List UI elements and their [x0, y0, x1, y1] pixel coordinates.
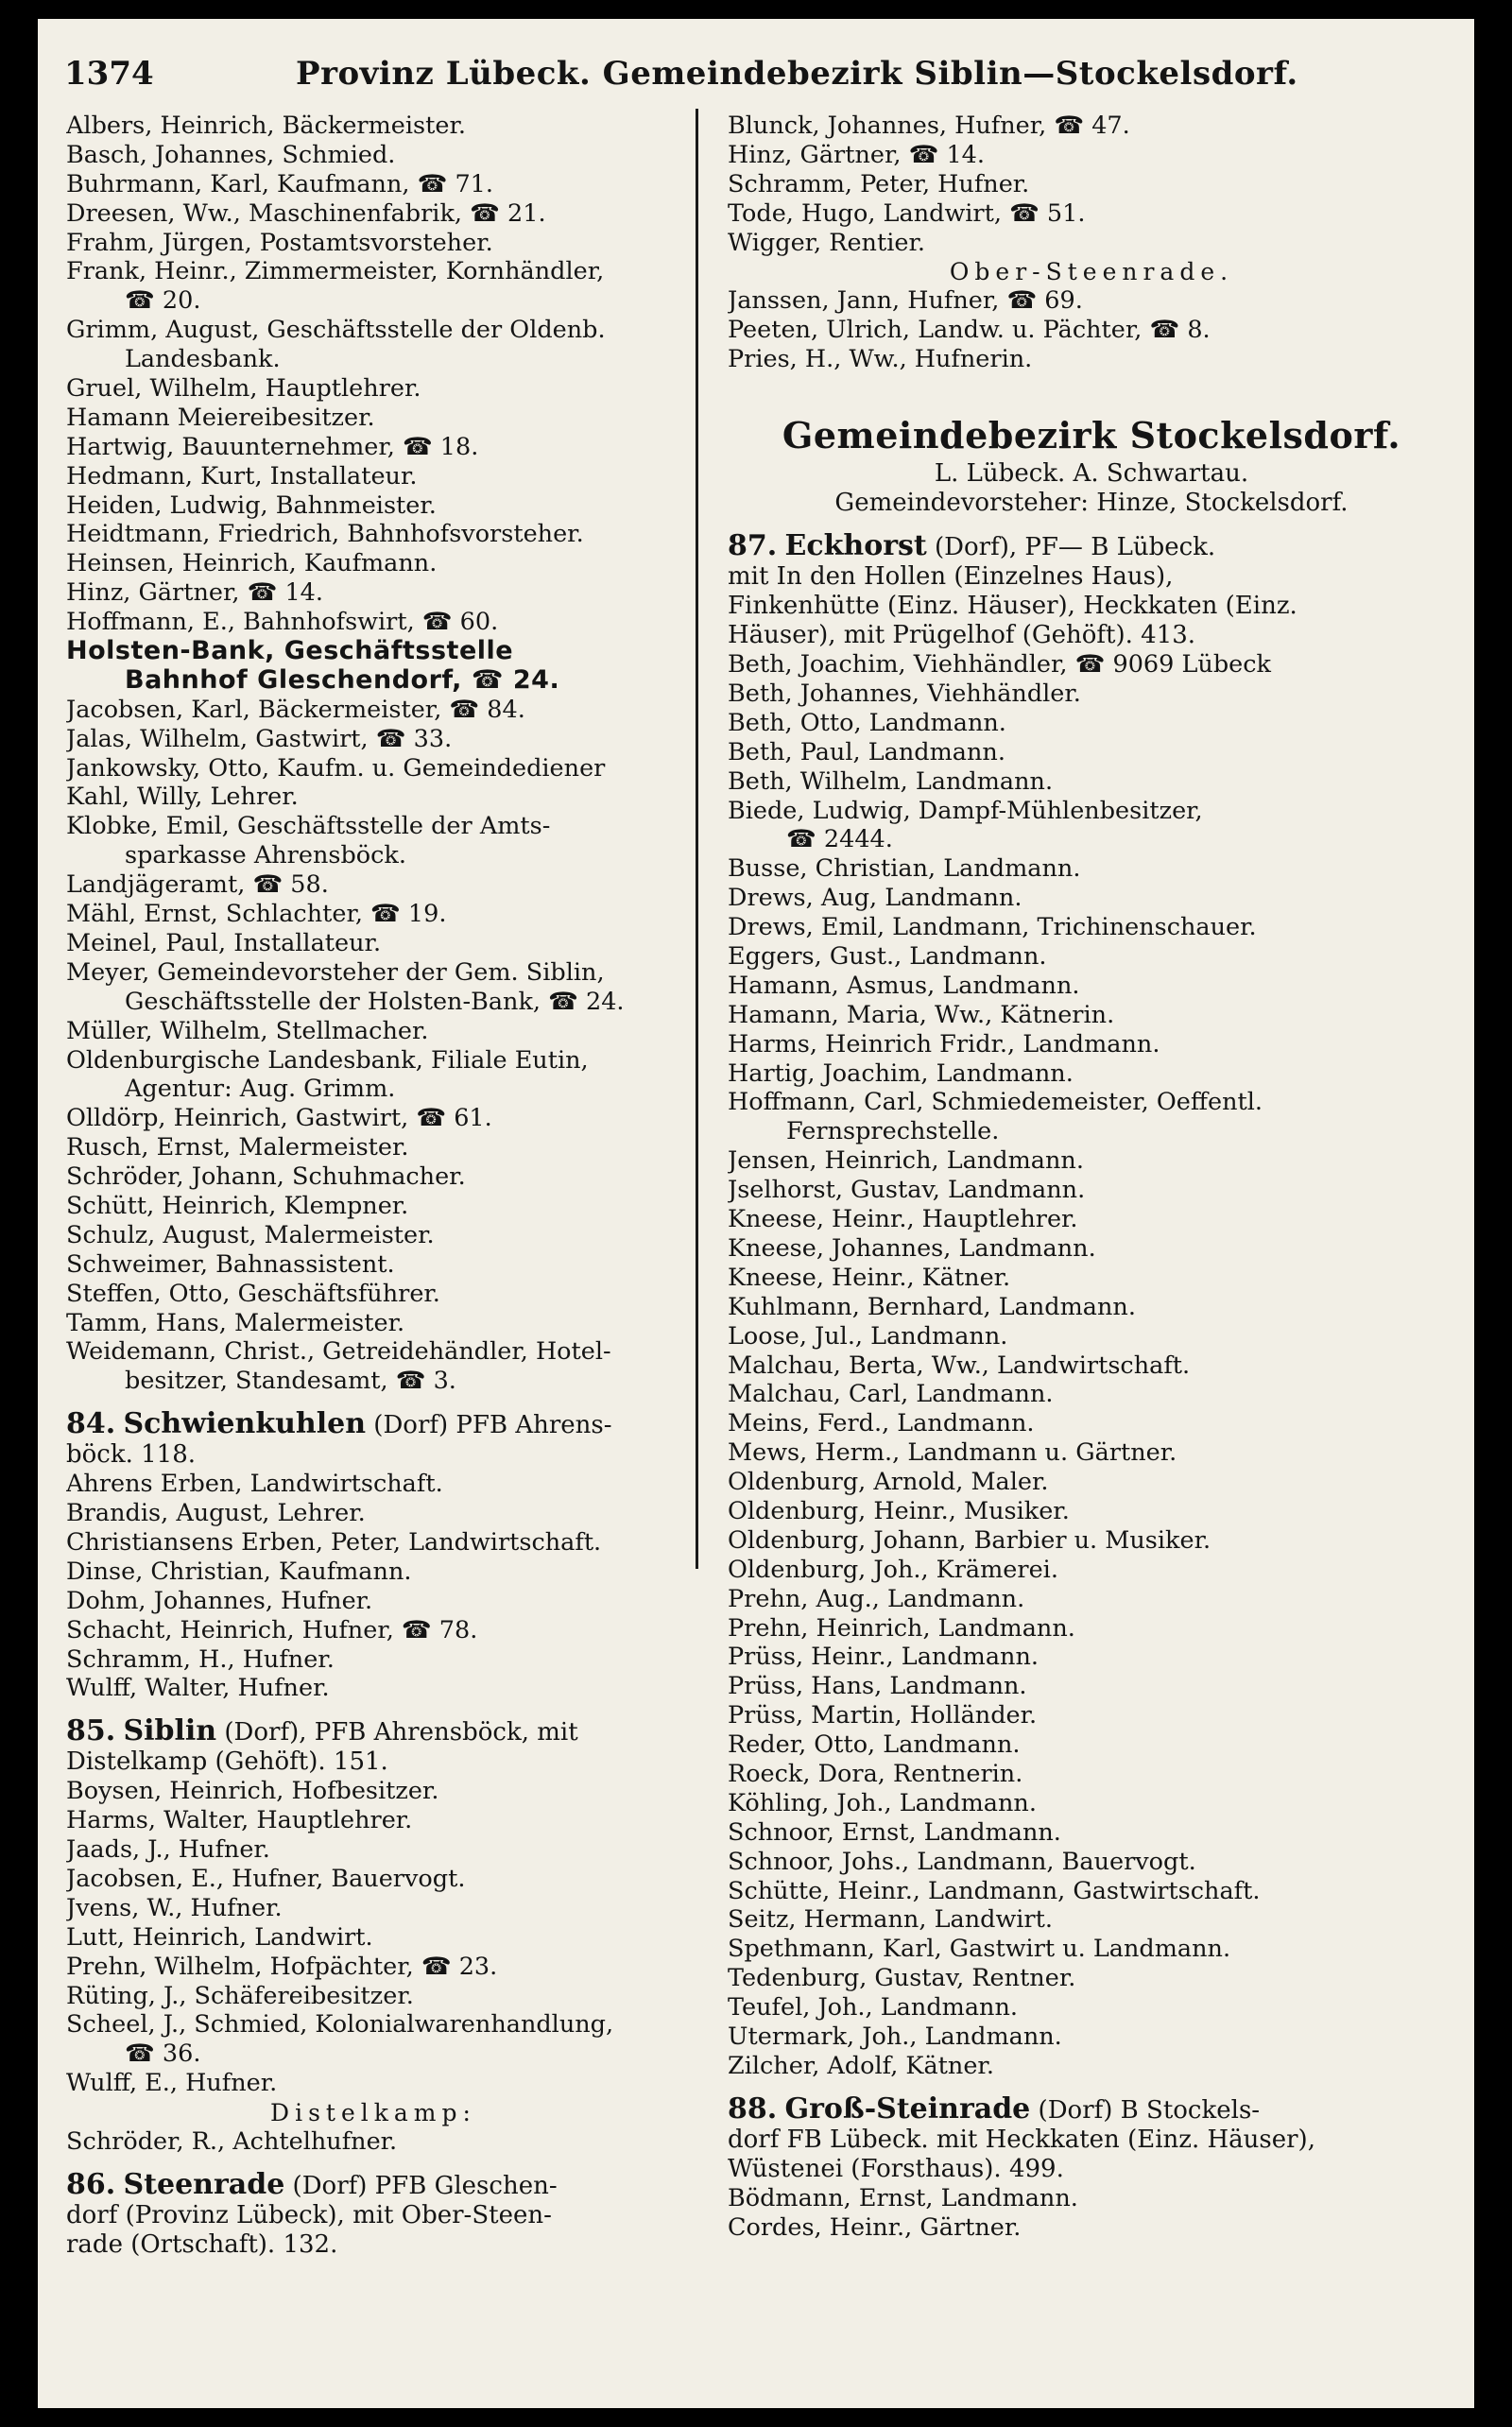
list-item: Schütte, Heinr., Landmann, Gastwirtschaft.	[728, 1876, 1261, 1905]
list-item: Oldenburg, Heinr., Musiker.	[728, 1496, 1070, 1525]
section-85-info-line: Distelkamp (Gehöft). 151.	[66, 1747, 388, 1777]
list-item: Oldenburg, Johann, Barbier u. Musiker.	[728, 1525, 1211, 1555]
list-item: Peeten, Ulrich, Landw. u. Pächter, ☎ 8.	[728, 316, 1211, 345]
list-item: Hoffmann, E., Bahnhofswirt, ☎ 60.	[66, 608, 499, 637]
list-item: Bödmann, Ernst, Landmann.	[728, 2183, 1078, 2212]
list-item: Kahl, Willy, Lehrer.	[66, 783, 299, 812]
list-item: Frank, Heinr., Zimmermeister, Kornhändler,	[66, 257, 605, 286]
list-item: ☎ 2444.	[786, 825, 893, 854]
section-info-line: dorf FB Lübeck. mit Heckkaten (Einz. Häuser),	[728, 2125, 1315, 2154]
list-item: Oldenburg, Arnold, Maler.	[728, 1468, 1049, 1497]
section-name: Eckhorst	[784, 531, 927, 563]
list-item: Oldenburgische Landesbank, Filiale Eutin,	[66, 1045, 589, 1075]
list-item: Prehn, Wilhelm, Hofpächter, ☎ 23.	[66, 1952, 498, 1981]
list-item: Meinel, Paul, Installateur.	[66, 928, 382, 957]
section-info-line: Häuser), mit Prügelhof (Gehöft). 413.	[728, 621, 1196, 650]
list-item: Prehn, Heinrich, Landmann.	[728, 1613, 1075, 1643]
district-head: Gemeindevorsteher: Hinze, Stockelsdorf.	[834, 489, 1349, 518]
list-item: Frahm, Jürgen, Postamtsvorsteher.	[66, 228, 493, 257]
list-item: Drews, Emil, Landmann, Trichinenschauer.	[728, 913, 1257, 942]
entry-list-steenrade	[728, 112, 1455, 257]
list-item: Lutt, Heinrich, Landwirt.	[66, 1922, 373, 1952]
column-divider	[696, 109, 698, 1569]
list-item: Jalas, Wilhelm, Gastwirt, ☎ 33.	[66, 724, 453, 753]
directory-page	[38, 19, 1474, 2408]
list-item: Wulff, E., Hufner.	[66, 2069, 278, 2098]
list-item: Kuhlmann, Bernhard, Landmann.	[728, 1292, 1136, 1321]
list-item: Tode, Hugo, Landwirt, ☎ 51.	[728, 198, 1086, 228]
list-item: Christiansens Erben, Peter, Landwirtschaft.	[66, 1527, 602, 1557]
list-item: Hamann, Asmus, Landmann.	[728, 971, 1080, 1000]
page-title: Provinz Lübeck. Gemeindebezirk Siblin—Stockelsdorf.	[296, 55, 1298, 93]
list-item: Tedenburg, Gustav, Rentner.	[728, 1964, 1076, 1993]
list-item: Teufel, Joh., Landmann.	[728, 1993, 1018, 2022]
list-item: Schacht, Heinrich, Hufner, ☎ 78.	[66, 1615, 478, 1644]
list-item: Dreesen, Ww., Maschinenfabrik, ☎ 21.	[66, 198, 546, 228]
list-item: Biede, Ludwig, Dampf-Mühlenbesitzer,	[728, 796, 1203, 825]
entry-list-obersteenrade	[728, 286, 1455, 374]
section-info: (Dorf) PFB Ahrens-	[366, 1411, 612, 1440]
list-item: Tamm, Hans, Malermeister.	[66, 1308, 405, 1337]
list-item: Hamann Meiereibesitzer.	[66, 403, 375, 432]
entry-list-88	[728, 2184, 1455, 2243]
list-item: Buhrmann, Karl, Kaufmann, ☎ 71.	[66, 169, 494, 198]
list-item: Prüss, Martin, Holländer.	[728, 1701, 1038, 1730]
list-item: Prüss, Hans, Landmann.	[728, 1672, 1027, 1701]
list-item: Hedmann, Kurt, Installateur.	[66, 461, 418, 491]
list-item: Dohm, Johannes, Hufner.	[66, 1586, 373, 1615]
subsection-heading-distelkamp: Distelkamp:	[270, 2099, 476, 2127]
list-item: Weidemann, Christ., Getreidehändler, Hotel-	[66, 1337, 611, 1367]
section-84-info-line: böck. 118.	[66, 1440, 197, 1470]
entry-list-siblin	[66, 112, 680, 637]
list-item: Scheel, J., Schmied, Kolonialwarenhandlung,	[66, 2010, 614, 2040]
list-item: Köhling, Joh., Landmann.	[728, 1788, 1037, 1817]
list-item: Hartwig, Bauunternehmer, ☎ 18.	[66, 432, 479, 461]
section-number: 88.	[728, 2093, 778, 2126]
list-item: Schramm, H., Hufner.	[66, 1644, 335, 1674]
section-84-heading	[66, 1409, 680, 1440]
list-item: Janssen, Jann, Hufner, ☎ 69.	[728, 286, 1083, 316]
list-item: Prehn, Aug., Landmann.	[728, 1584, 1025, 1613]
list-item: Beth, Paul, Landmann.	[728, 737, 1005, 766]
list-item: Oldenburg, Joh., Krämerei.	[728, 1555, 1058, 1584]
list-item: Kneese, Heinr., Kätner.	[728, 1263, 1011, 1292]
list-item: Wigger, Rentier.	[728, 228, 925, 257]
bank-entry-line-1: Holsten-Bank, Geschäftsstelle	[66, 637, 514, 666]
list-item: Beth, Otto, Landmann.	[728, 708, 1006, 737]
entry-list-87	[728, 650, 1455, 2081]
list-item: Beth, Wilhelm, Landmann.	[728, 766, 1054, 796]
list-item: Steffen, Otto, Geschäftsführer.	[66, 1279, 440, 1308]
list-item: Pries, H., Ww., Hufnerin.	[728, 345, 1033, 374]
section-name: Groß-Steinrade	[784, 2093, 1031, 2126]
section-info: (Dorf) PFB Gleschen-	[284, 2172, 558, 2200]
list-item: Landesbank.	[125, 345, 281, 374]
section-86-heading	[66, 2170, 680, 2201]
list-item: Mews, Herm., Landmann u. Gärtner.	[728, 1438, 1177, 1468]
list-item: ☎ 36.	[125, 2040, 201, 2069]
entry-list-85	[66, 1777, 680, 2098]
list-item: Brandis, August, Lehrer.	[66, 1499, 366, 1528]
entry-list-84	[66, 1470, 680, 1703]
list-item: Olldörp, Heinrich, Gastwirt, ☎ 61.	[66, 1104, 492, 1133]
section-info: (Dorf) B Stockels-	[1030, 2095, 1261, 2125]
entry-list-siblin-continued	[66, 696, 680, 1396]
list-item: Schramm, Peter, Hufner.	[728, 169, 1030, 198]
list-item: Seitz, Hermann, Landwirt.	[728, 1905, 1053, 1935]
list-item: Boysen, Heinrich, Hofbesitzer.	[66, 1777, 439, 1806]
list-item: Harms, Walter, Hauptlehrer.	[66, 1806, 413, 1835]
list-item: Kneese, Johannes, Landmann.	[728, 1233, 1096, 1263]
list-item: Roeck, Dora, Rentnerin.	[728, 1759, 1023, 1788]
list-item: Schulz, August, Malermeister.	[66, 1220, 435, 1249]
section-number: 84.	[66, 1409, 116, 1441]
list-item: Landjägeramt, ☎ 58.	[66, 870, 329, 900]
section-name: Schwienkuhlen	[123, 1409, 367, 1441]
subsection-heading-obersteenrade: Ober-Steenrade.	[949, 258, 1234, 286]
list-item: Albers, Heinrich, Bäckermeister.	[66, 112, 466, 140]
list-item: Jvens, W., Hufner.	[66, 1893, 283, 1922]
list-item: Müller, Wilhelm, Stellmacher.	[66, 1016, 429, 1045]
list-item: Eggers, Gust., Landmann.	[728, 942, 1047, 972]
list-item: Schnoor, Ernst, Landmann.	[728, 1817, 1061, 1847]
list-item: Gruel, Wilhelm, Hauptlehrer.	[66, 374, 421, 404]
list-item: Rüting, J., Schäfereibesitzer.	[66, 1981, 414, 2010]
list-item: Malchau, Berta, Ww., Landwirtschaft.	[728, 1351, 1191, 1380]
entry-list-distelkamp	[66, 2127, 680, 2157]
list-item: Hoffmann, Carl, Schmiedemeister, Oeffentl.	[728, 1088, 1263, 1117]
list-item: Schröder, R., Achtelhufner.	[66, 2127, 398, 2157]
section-name: Siblin	[123, 1716, 217, 1748]
list-item: Heiden, Ludwig, Bahnmeister.	[66, 491, 437, 520]
section-87-info	[728, 562, 1455, 650]
list-item: Schweimer, Bahnassistent.	[66, 1249, 395, 1279]
list-item: sparkasse Ahrensböck.	[125, 841, 406, 870]
list-item: Jselhorst, Gustav, Landmann.	[728, 1176, 1086, 1205]
list-item: Spethmann, Karl, Gastwirt u. Landmann.	[728, 1935, 1231, 1964]
section-number: 85.	[66, 1716, 116, 1748]
list-item: Busse, Christian, Landmann.	[728, 854, 1081, 884]
list-item: Schütt, Heinrich, Klempner.	[66, 1191, 409, 1220]
list-item: Jacobsen, Karl, Bäckermeister, ☎ 84.	[66, 695, 525, 724]
list-item: Schröder, Johann, Schuhmacher.	[66, 1162, 466, 1192]
district-title: Gemeindebezirk Stockelsdorf.	[782, 414, 1401, 457]
page-number: 1374	[64, 55, 154, 93]
list-item: Beth, Joachim, Viehhändler, ☎ 9069 Lübeck	[728, 650, 1271, 680]
list-item: Basch, Johannes, Schmied.	[66, 140, 396, 169]
bank-entry-line-2: Bahnhof Gleschendorf, ☎ 24.	[125, 665, 560, 695]
section-86-info-line: rade (Ortschaft). 132.	[66, 2230, 338, 2259]
section-info-line: mit In den Hollen (Einzelnes Haus),	[728, 562, 1174, 592]
list-item: Grimm, August, Geschäftsstelle der Oldenb.	[66, 316, 606, 345]
list-item: Prüss, Heinr., Landmann.	[728, 1643, 1039, 1672]
section-info: (Dorf), PF— B Lübeck.	[926, 533, 1216, 562]
list-item: Mähl, Ernst, Schlachter, ☎ 19.	[66, 900, 447, 929]
section-info-line: Finkenhütte (Einz. Häuser), Heckkaten (Einz.	[728, 592, 1297, 621]
list-item: Heinsen, Heinrich, Kaufmann.	[66, 549, 438, 578]
section-name: Steenrade	[123, 2170, 285, 2201]
list-item: Agentur: Aug. Grimm.	[125, 1075, 396, 1104]
list-item: Hamann, Maria, Ww., Kätnerin.	[728, 1000, 1115, 1029]
list-item: Fernsprechstelle.	[786, 1117, 1000, 1146]
section-85-heading	[66, 1716, 680, 1747]
list-item: Zilcher, Adolf, Kätner.	[728, 2051, 994, 2080]
list-item: Wulff, Walter, Hufner.	[66, 1674, 330, 1703]
list-item: Jacobsen, E., Hufner, Bauervogt.	[66, 1864, 466, 1893]
list-item: ☎ 20.	[125, 286, 201, 316]
list-item: Ahrens Erben, Landwirtschaft.	[66, 1470, 443, 1499]
list-item: Geschäftsstelle der Holsten-Bank, ☎ 24.	[125, 987, 625, 1016]
list-item: Harms, Heinrich Fridr., Landmann.	[728, 1029, 1160, 1059]
list-item: Cordes, Heinr., Gärtner.	[728, 2212, 1022, 2242]
list-item: Heidtmann, Friedrich, Bahnhofsvorsteher.	[66, 520, 584, 549]
section-87-heading	[728, 531, 1455, 562]
list-item: Kneese, Heinr., Hauptlehrer.	[728, 1205, 1078, 1234]
list-item: Utermark, Joh., Landmann.	[728, 2022, 1062, 2051]
list-item: Jensen, Heinrich, Landmann.	[728, 1146, 1084, 1176]
list-item: Hinz, Gärtner, ☎ 14.	[728, 140, 986, 169]
list-item: Drews, Aug, Landmann.	[728, 884, 1022, 913]
section-88-info	[728, 2126, 1455, 2184]
section-88-heading	[728, 2094, 1455, 2126]
right-column	[728, 112, 1455, 2399]
list-item: Malchau, Carl, Landmann.	[728, 1380, 1054, 1409]
section-info-line: Wüstenei (Forsthaus). 499.	[728, 2154, 1064, 2183]
list-item: Beth, Johannes, Viehhändler.	[728, 680, 1081, 709]
section-86-info-line: dorf (Provinz Lübeck), mit Ober-Steen-	[66, 2201, 552, 2229]
list-item: Jaads, J., Hufner.	[66, 1835, 270, 1865]
list-item: Hinz, Gärtner, ☎ 14.	[66, 578, 324, 608]
list-item: Dinse, Christian, Kaufmann.	[66, 1557, 412, 1586]
list-item: Hartig, Joachim, Landmann.	[728, 1059, 1074, 1088]
list-item: Reder, Otto, Landmann.	[728, 1730, 1021, 1760]
list-item: besitzer, Standesamt, ☎ 3.	[125, 1367, 456, 1396]
list-item: Meyer, Gemeindevorsteher der Gem. Siblin,	[66, 957, 605, 987]
list-item: Schnoor, Johs., Landmann, Bauervogt.	[728, 1847, 1196, 1876]
left-column	[66, 112, 680, 2399]
list-item: Meins, Ferd., Landmann.	[728, 1409, 1035, 1438]
section-number: 86.	[66, 2170, 116, 2201]
list-item: Rusch, Ernst, Malermeister.	[66, 1133, 409, 1162]
section-number: 87.	[728, 531, 778, 563]
list-item: Blunck, Johannes, Hufner, ☎ 47.	[728, 112, 1130, 140]
district-subtitle: L. Lübeck. A. Schwartau.	[934, 459, 1249, 489]
page-header	[64, 47, 1298, 104]
list-item: Loose, Jul., Landmann.	[728, 1321, 1008, 1351]
list-item: Klobke, Emil, Geschäftsstelle der Amts-	[66, 812, 551, 841]
list-item: Jankowsky, Otto, Kaufm. u. Gemeindediener	[66, 753, 606, 783]
section-info: (Dorf), PFB Ahrensböck, mit	[216, 1718, 578, 1747]
